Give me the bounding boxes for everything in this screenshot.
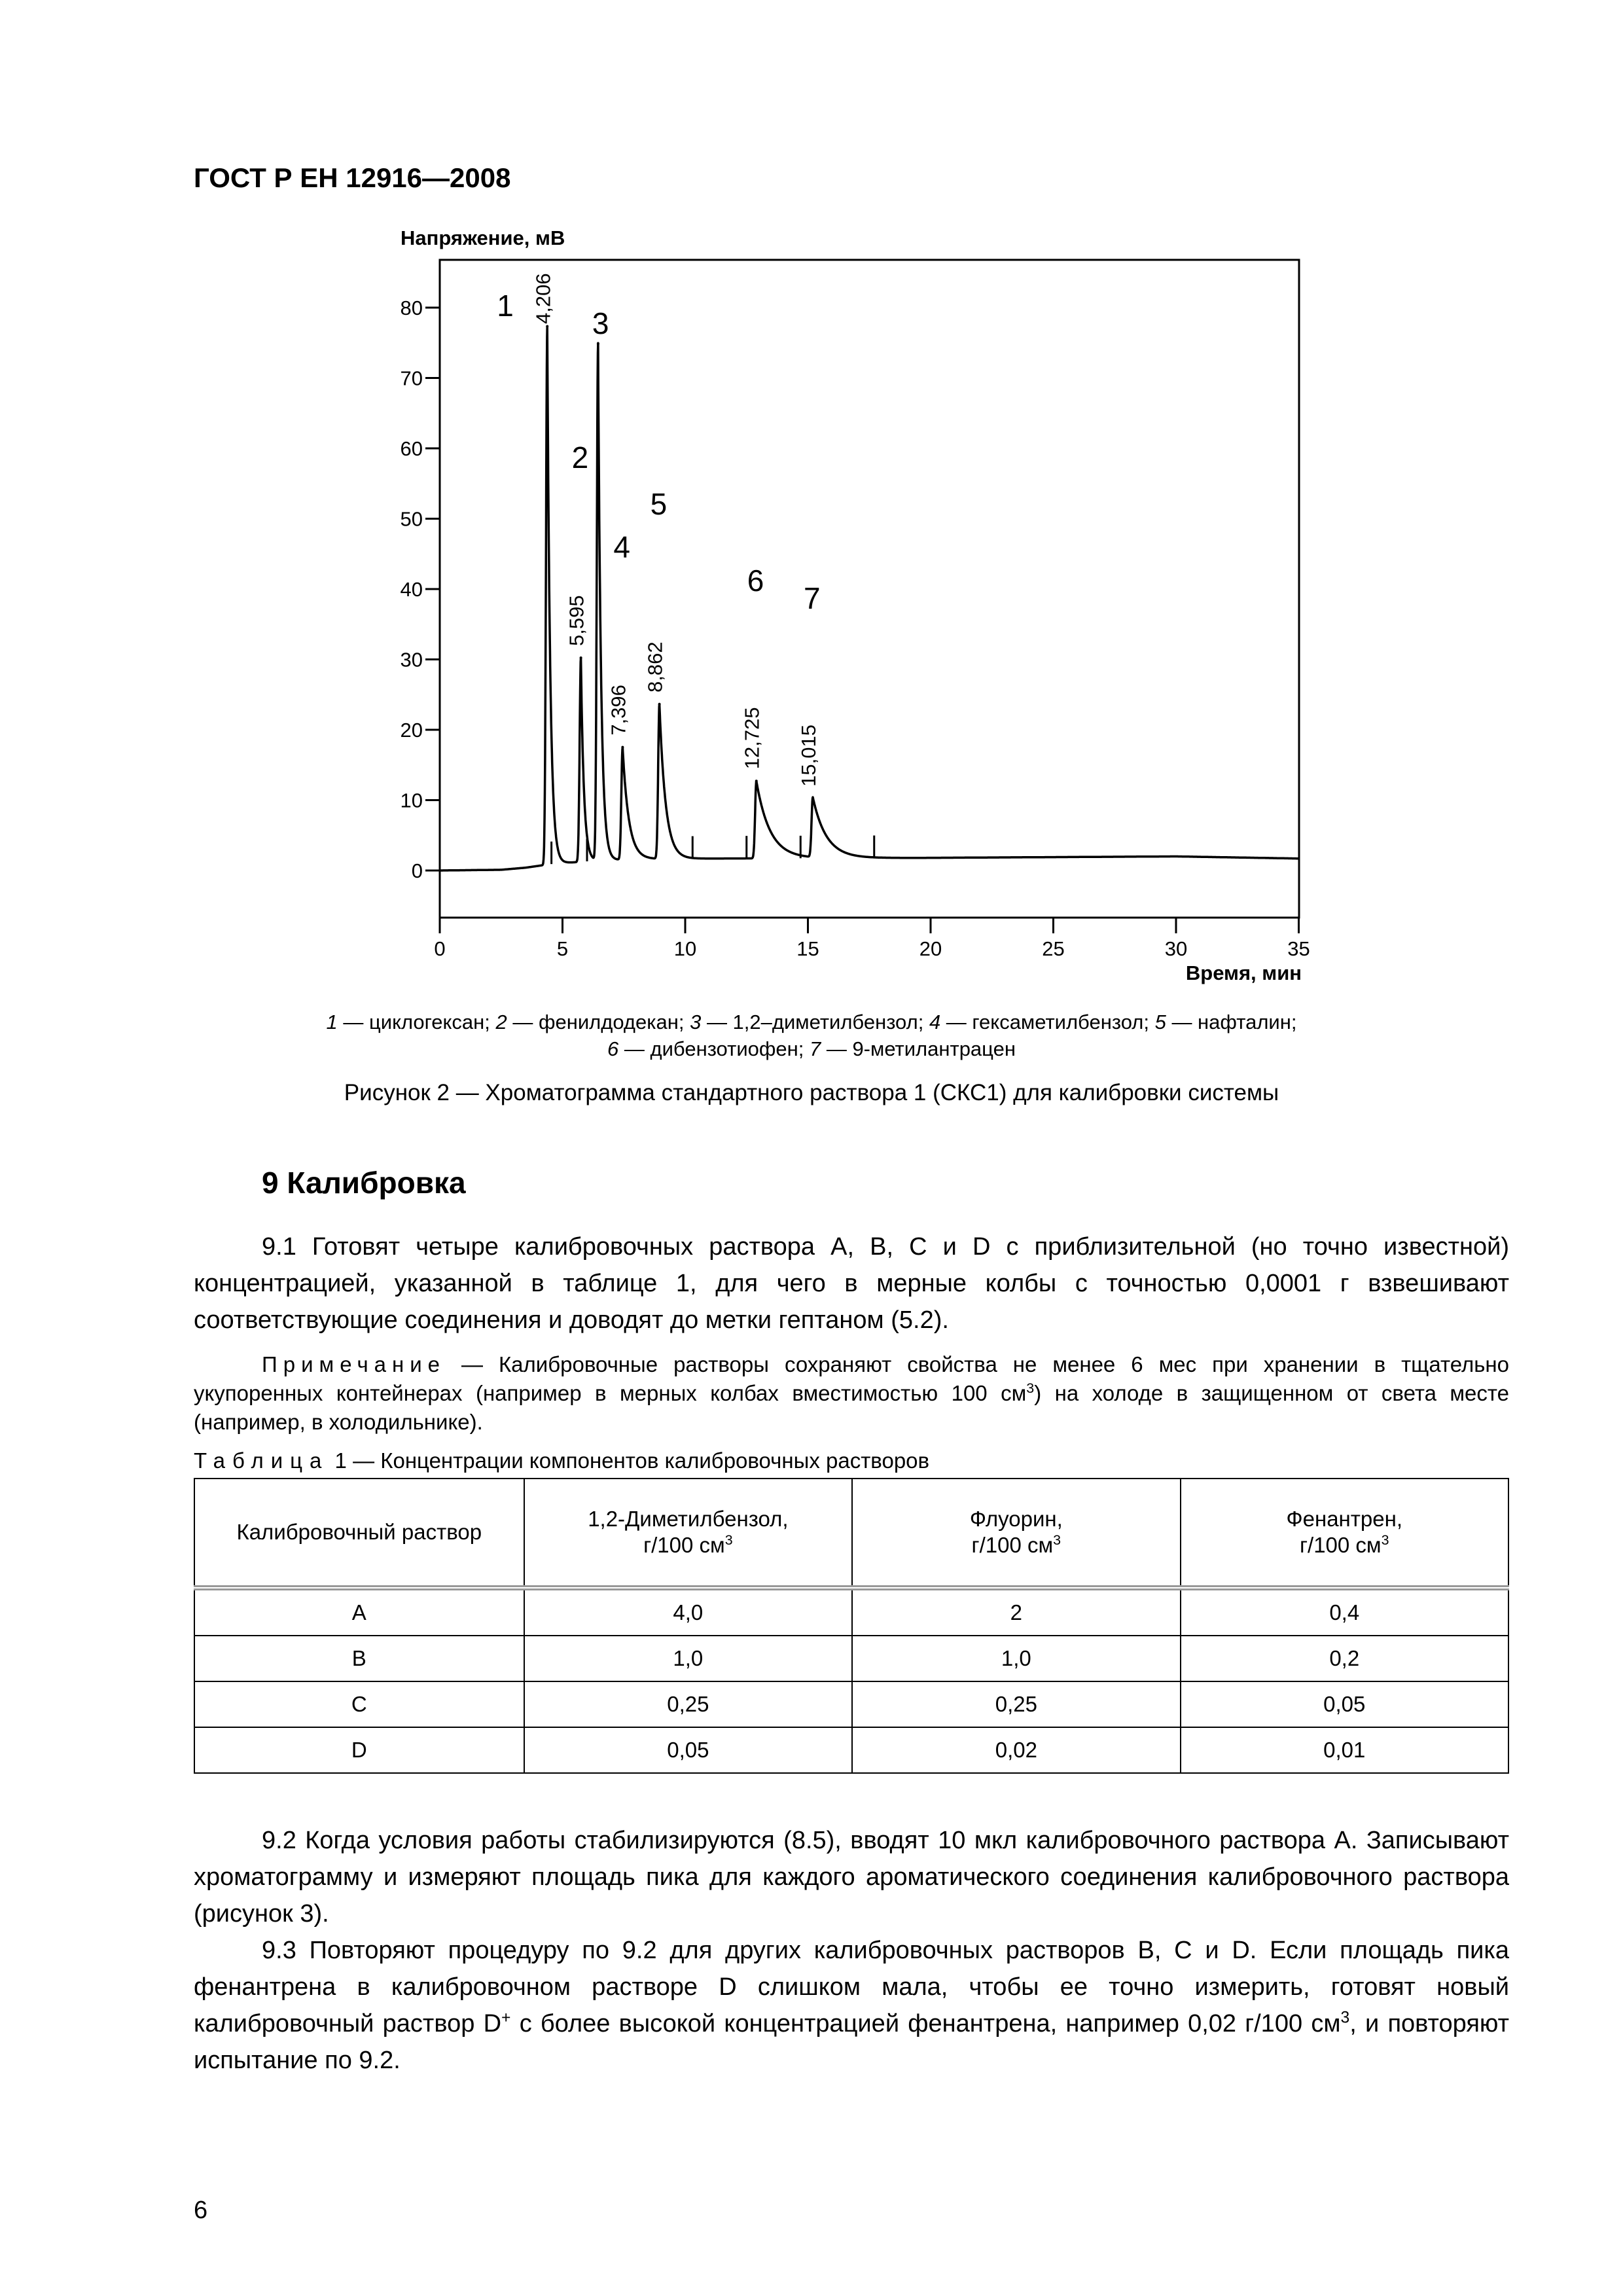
y-axis-label: Напряжение, мВ (401, 226, 565, 249)
paragraph-9-1: 9.1 Готовят четыре калибровочных раствора А, В, С и D с приблизительной (но точно известной) концентрацией, указанной в таблице 1, для чего в мерные колбы с точностью 0,0001 г взвешивают соответствующие соединения и доводят до метки гептаном (5.2). (194, 1233, 1509, 1334)
column-header: 1,2-Диметилбензол, г/100 $см^3$ (524, 1479, 853, 1588)
peak-apex (621, 746, 624, 749)
table-cell: D (194, 1727, 524, 1773)
x-tick-label: 25 (1042, 937, 1065, 960)
table-cell: 0,05 (1181, 1681, 1508, 1727)
table-cell: 0,05 (524, 1727, 853, 1773)
table-title: Таблица 1 — Концентрации компонентов калибровочных растворов (194, 1448, 930, 1473)
peak-apex (812, 797, 814, 800)
peak-apex (580, 656, 582, 659)
x-tick-label: 35 (1287, 937, 1310, 960)
table-header-row (194, 1479, 1508, 1588)
plot-frame (440, 260, 1299, 918)
x-tick-label: 15 (796, 937, 819, 960)
peak-number-label: 7 (804, 581, 821, 615)
paragraph-9-2: 9.2 Когда условия работы стабилизируются (8.5), вводят 10 мкл калибровочного раствора А. Записывают хроматограмму и измеряют площадь пика для каждого ароматического соединения калибровочного раствора (рисунок 3). (194, 1827, 1509, 1928)
peak-number-label: 6 (747, 564, 764, 598)
retention-time-label: 12,725 (740, 707, 764, 770)
table-cell: А (194, 1588, 524, 1636)
page-number: 6 (194, 2197, 208, 2224)
table-row (194, 1727, 1508, 1773)
y-tick-label: 30 (400, 648, 423, 672)
peak-apex (755, 780, 758, 782)
figure-caption: Рисунок 2 — Хроматограмма стандартного раствора 1 (СКС1) для калибровки системы (344, 1080, 1279, 1105)
peak-number-label: 3 (592, 306, 609, 340)
retention-time-label: 4,206 (531, 273, 555, 324)
x-tick-label: 5 (556, 937, 569, 960)
note-label: Примечание (262, 1352, 446, 1376)
y-tick-label: 70 (400, 367, 423, 390)
table-cell: С (194, 1681, 524, 1727)
x-tick-label: 0 (434, 937, 446, 960)
peak-apex (658, 703, 661, 706)
y-tick-label: 50 (400, 507, 423, 531)
table-row (194, 1681, 1508, 1727)
table-cell: 2 (852, 1588, 1180, 1636)
x-axis-label: Время, мин (1185, 961, 1302, 984)
y-tick-label: 40 (400, 578, 423, 601)
figure-legend-line-2: 6 — дибензотиофен; 7 — 9-метилантрацен (607, 1037, 1016, 1060)
y-tick-label: 60 (400, 437, 423, 460)
y-tick-label: 0 (411, 859, 423, 882)
peak-number-label: 5 (650, 486, 668, 521)
table-row (194, 1588, 1508, 1636)
peak-number-label: 1 (497, 289, 514, 323)
peak-apex (597, 342, 599, 345)
peak-number-label: 4 (613, 529, 630, 564)
table-cell: 0,25 (852, 1681, 1180, 1727)
section-heading: 9 Калибровка (262, 1166, 466, 1200)
column-header: Флуорин, г/100 $см^3$ (852, 1479, 1180, 1588)
document-code: ГОСТ Р ЕН 12916—2008 (194, 162, 511, 193)
table-cell: 0,02 (852, 1727, 1180, 1773)
retention-time-label: 5,595 (565, 595, 588, 646)
retention-time-label: 8,862 (643, 641, 667, 692)
table-cell: 0,2 (1181, 1636, 1508, 1681)
y-tick-label: 20 (400, 719, 423, 742)
paragraph-9-3: 9.3 Повторяют процедуру по 9.2 для других калибровочных растворов В, С и D. Если площадь пика фенантрена в калибровочном растворе D слишком мала, чтобы ее точно измерить, готовят новый калибровочный раствор D+ с более высокой концентрацией фенантрена, например 0,02 г/100 $см^3$, и повторяют испытание по 9.2. (194, 1937, 1509, 2074)
table-cell: 1,0 (524, 1636, 853, 1681)
column-header: Калибровочный раствор (194, 1479, 524, 1588)
note: Примечание — Калибровочные растворы сохраняют свойства не менее 6 мес при хранении в тщательно укупоренных контейнерах (например в мерных колбах вместимостью 100 $см^3$) на холоде в защищенном от света месте (например, в холодильнике). (194, 1352, 1510, 1434)
table-cell: 0,01 (1181, 1727, 1508, 1773)
peak-apex (546, 325, 548, 328)
table-cell: В (194, 1636, 524, 1681)
calibration-table (194, 1478, 1509, 1774)
table-label: Таблица (194, 1448, 329, 1473)
table-row (194, 1636, 1508, 1681)
table-cell: 0,4 (1181, 1588, 1508, 1636)
table-cell: 1,0 (852, 1636, 1180, 1681)
table-cell: 0,25 (524, 1681, 853, 1727)
y-tick-label: 80 (400, 296, 423, 319)
x-tick-label: 20 (919, 937, 942, 960)
x-tick-label: 30 (1164, 937, 1188, 960)
peak-number-label: 2 (571, 440, 589, 475)
figure-legend-line-1: 1 — циклогексан; 2 — фенилдодекан; 3 — 1,2–диметилбензол; 4 — гексаметилбензол; 5 — нафталин; (326, 1011, 1297, 1033)
column-header: Фенантрен, г/100 $см^3$ (1181, 1479, 1508, 1588)
y-tick-label: 10 (400, 789, 423, 812)
retention-time-label: 7,396 (607, 685, 630, 736)
chromatogram-chart (366, 216, 1348, 995)
retention-time-label: 15,015 (797, 725, 820, 787)
table-cell: 4,0 (524, 1588, 853, 1636)
x-tick-label: 10 (673, 937, 697, 960)
